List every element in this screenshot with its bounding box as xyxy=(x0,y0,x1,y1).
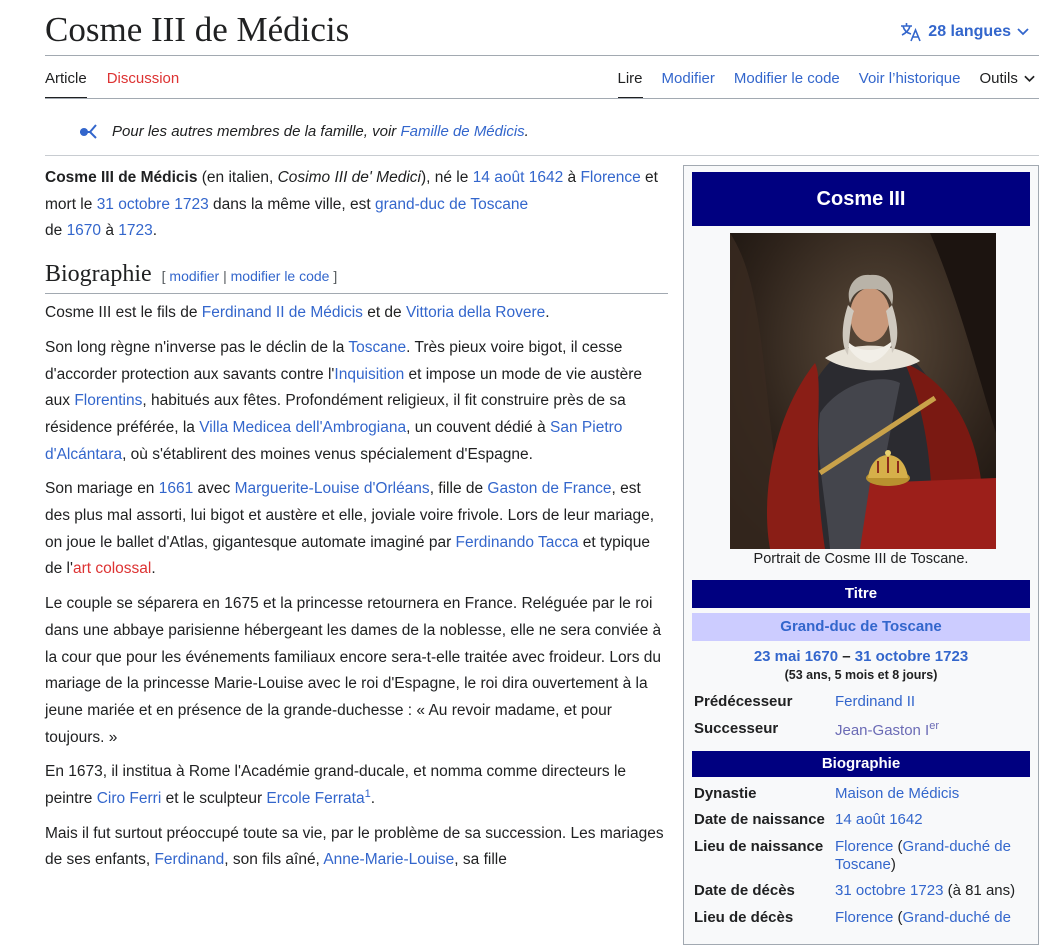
text: Mais il fut surtout préoccupé toute sa vie, par le problème de sa succession. Les mariages de ses enfants, xyxy=(45,824,664,869)
link-art-colossal[interactable]: art colossal xyxy=(72,560,152,578)
row-label: Lieu de naissance xyxy=(694,838,824,855)
section-edit-source-link[interactable]: modifier le code xyxy=(230,268,330,285)
tab-read[interactable]: Lire xyxy=(618,70,643,99)
tools-menu[interactable] xyxy=(979,70,1035,99)
paren: ) xyxy=(890,856,896,873)
paren: ( xyxy=(893,909,903,926)
translate-icon xyxy=(900,22,922,42)
view-tabs xyxy=(618,70,1036,99)
row-label: Date de naissance xyxy=(694,811,825,828)
infobox-row-successor xyxy=(694,720,1030,740)
separator: | xyxy=(219,268,231,285)
link-reign-start[interactable]: 23 mai 1670 xyxy=(753,648,839,665)
article-body xyxy=(45,165,668,882)
text: En 1673, il institua à Rome l'Académie grand-ducale, et nomma comme directeurs le peintre xyxy=(45,763,627,808)
bracket: ] xyxy=(329,268,338,285)
infobox-section-titre: Titre xyxy=(692,580,1030,608)
row-label: Prédécesseur xyxy=(694,693,793,710)
hatnote xyxy=(78,122,529,140)
successor-ordinal: er xyxy=(929,720,939,732)
link-successor[interactable] xyxy=(835,722,939,739)
bracket: [ xyxy=(161,268,170,285)
link-florence[interactable]: Florence xyxy=(580,169,641,186)
section-edit-links xyxy=(162,268,338,284)
text: . xyxy=(545,304,550,322)
text: , un couvent dédié à xyxy=(406,418,551,436)
link-villa[interactable]: Villa Medicea dell'Ambrogiana xyxy=(199,418,407,436)
link-vittoria[interactable]: Vittoria della Rovere xyxy=(405,304,546,322)
text: Le couple se séparera en 1675 et la princesse retournera en France. Reléguée par le roi dans une abbaye parisienne hébergeant les dames de la noblesse, elle ne sera conviée à la cour que pour les événements familiaux encore sera-t-elle traitée avec froideur. Lors du mariage de la princesse Marie-Louise avec le roi d'Espagne, le roi dira ouvertement à la jeune mariée et en présence de la grande-duchesse : « Au revoir madame, et pour toujours. » xyxy=(45,595,662,746)
section-heading-biographie xyxy=(45,259,668,294)
text: . xyxy=(370,790,376,808)
link-marguerite-louise[interactable]: Marguerite-Louise d'Orléans xyxy=(234,480,430,498)
text: , habitués aux fêtes. Profondément religieux, il fit construire près de sa résidence préférée, la xyxy=(45,392,626,436)
link-anne-marie-louise[interactable]: Anne-Marie-Louise xyxy=(323,851,455,869)
subject-name: Cosme III de Médicis xyxy=(45,169,198,186)
link-ercole-ferrata[interactable]: Ercole Ferrata xyxy=(266,790,365,808)
hatnote-divider xyxy=(45,155,1039,156)
link-ciro-ferri[interactable]: Ciro Ferri xyxy=(96,790,162,808)
reign-dates xyxy=(692,648,1030,665)
hatnote-text: Pour les autres membres de la famille, voir xyxy=(112,122,401,140)
text: . xyxy=(152,222,158,240)
link-grand-duc[interactable]: Grand-duc de Toscane xyxy=(780,618,942,635)
heading-text: Biographie xyxy=(45,261,152,288)
text: , son fils aîné, xyxy=(224,851,324,869)
tab-edit-source[interactable]: Modifier le code xyxy=(733,70,840,87)
paragraph xyxy=(45,300,668,327)
link-predecessor[interactable]: Ferdinand II xyxy=(835,693,916,710)
chevron-down-icon xyxy=(1024,75,1035,83)
infobox-row-dynasty xyxy=(694,785,1030,803)
link-death-date[interactable]: 31 octobre 1723 xyxy=(96,195,209,213)
namespace-tabs xyxy=(45,70,179,99)
row-label: Lieu de décès xyxy=(694,909,794,926)
text: et de xyxy=(362,304,406,322)
text: ), né le xyxy=(420,169,473,186)
infobox-row-birth-place xyxy=(694,838,1030,874)
row-label: Successeur xyxy=(694,720,779,737)
language-button[interactable] xyxy=(900,22,1029,42)
text: à xyxy=(101,222,119,240)
link-1670[interactable]: 1670 xyxy=(66,222,102,240)
text: et mort le xyxy=(45,169,658,213)
page-title: Cosme III de Médicis xyxy=(45,10,350,49)
hatnote-link[interactable]: Famille de Médicis xyxy=(400,122,525,140)
text: , sa fille xyxy=(454,851,507,869)
link-ferdinand-ii[interactable]: Ferdinand II de Médicis xyxy=(201,304,363,322)
link-birth-date[interactable]: 14 août 1642 xyxy=(835,811,923,828)
link-florentins[interactable]: Florentins xyxy=(74,392,143,410)
chevron-down-icon xyxy=(1017,28,1029,36)
portrait-image[interactable] xyxy=(730,233,996,549)
tabs-divider xyxy=(45,98,1039,99)
paren: ( xyxy=(893,838,903,855)
infobox-row-death-place xyxy=(694,909,1030,927)
infobox-section-biographie: Biographie xyxy=(692,751,1030,777)
text: à xyxy=(563,169,581,186)
death-age: (à 81 ans) xyxy=(943,882,1016,899)
title-divider xyxy=(45,55,1039,56)
intro-paragraph xyxy=(45,165,668,245)
link-grand-duke[interactable]: grand-duc de Toscane xyxy=(375,195,529,213)
reign-duration: (53 ans, 5 mois et 8 jours) xyxy=(784,668,938,682)
infobox-row-birth-date xyxy=(694,811,1030,829)
hatnote-end: . xyxy=(524,122,529,140)
footnote-ref[interactable]: 1 xyxy=(364,787,371,800)
successor-name: Jean-Gaston I xyxy=(835,722,930,739)
portrait-caption: Portrait de Cosme III de Toscane. xyxy=(753,551,969,567)
text: dans la même ville, est xyxy=(208,195,375,213)
text: et le sculpteur xyxy=(161,790,267,808)
paragraph xyxy=(45,821,668,874)
link-1723[interactable]: 1723 xyxy=(118,222,153,240)
text: (en italien, xyxy=(197,169,278,186)
tab-edit[interactable]: Modifier xyxy=(661,70,715,87)
portrait-painting xyxy=(730,233,996,549)
text: . Très pieux voire bigot, il cesse d'accorder protection aux savants contre l' xyxy=(45,338,623,383)
text: Cosme III est le fils de xyxy=(45,304,202,322)
link-reign-end[interactable]: 31 octobre 1723 xyxy=(854,648,969,665)
tools-label: Outils xyxy=(979,70,1018,87)
tab-discussion[interactable]: Discussion xyxy=(106,70,180,87)
infobox-row-predecessor xyxy=(694,693,1030,711)
text: avec xyxy=(193,480,235,498)
link-inquisition[interactable]: Inquisition xyxy=(334,365,405,383)
link-death-region[interactable]: Grand-duché de xyxy=(902,909,1011,926)
text: . xyxy=(151,560,156,578)
link-gaston[interactable]: Gaston de France xyxy=(487,480,612,498)
paragraph xyxy=(45,759,668,812)
text: , où s'établirent des moines venus spécialement d'Espagne. xyxy=(122,445,533,463)
link-birth-date[interactable]: 14 août 1642 xyxy=(472,169,564,186)
infobox-row-death-date xyxy=(694,882,1030,900)
disambiguation-icon xyxy=(78,122,104,140)
link-death-date[interactable]: 31 octobre 1723 xyxy=(835,882,944,899)
paragraph xyxy=(45,591,668,751)
link-san-pietro[interactable]: San Pietro d'Alcántara xyxy=(45,418,623,463)
infobox-title-link xyxy=(692,613,1030,641)
dash: – xyxy=(838,648,855,665)
language-count: 28 langues xyxy=(928,23,1011,40)
text: de xyxy=(45,222,67,240)
infobox-title: Cosme III xyxy=(692,172,1030,226)
row-label: Date de décès xyxy=(694,882,795,899)
text: , fille de xyxy=(429,480,488,498)
text: Son mariage en xyxy=(45,480,159,498)
link-tacca[interactable]: Ferdinando Tacca xyxy=(455,533,579,551)
link-birth-place[interactable]: Florence xyxy=(835,838,894,855)
link-dynasty[interactable]: Maison de Médicis xyxy=(835,785,960,802)
infobox xyxy=(683,165,1039,945)
section-edit-link[interactable]: modifier xyxy=(169,268,220,285)
paragraph xyxy=(45,476,668,583)
italian-name: Cosimo III de' Medici xyxy=(277,169,421,186)
text: , est des plus mal assorti, lui bigot et austère et elle, joviale voire frivole. Lors de leur mariage, on joue le ballet d'Atlas, gigantesque automate imaginé par xyxy=(45,480,655,551)
link-toscane[interactable]: Toscane xyxy=(348,338,407,356)
tab-history[interactable]: Voir l’historique xyxy=(858,70,961,87)
text: Son long règne n'inverse pas le déclin de la xyxy=(45,338,349,356)
tab-article[interactable]: Article xyxy=(45,70,87,99)
text: et typique de l' xyxy=(45,533,651,578)
text: et impose un mode de vie austère aux xyxy=(45,365,642,410)
link-death-place[interactable]: Florence xyxy=(835,909,894,926)
link-ferdinand[interactable]: Ferdinand xyxy=(154,851,225,869)
paragraph xyxy=(45,335,668,469)
link-birth-region[interactable]: Grand-duché de Toscane xyxy=(835,838,1011,873)
link-1661[interactable]: 1661 xyxy=(158,480,194,498)
row-label: Dynastie xyxy=(694,785,757,802)
